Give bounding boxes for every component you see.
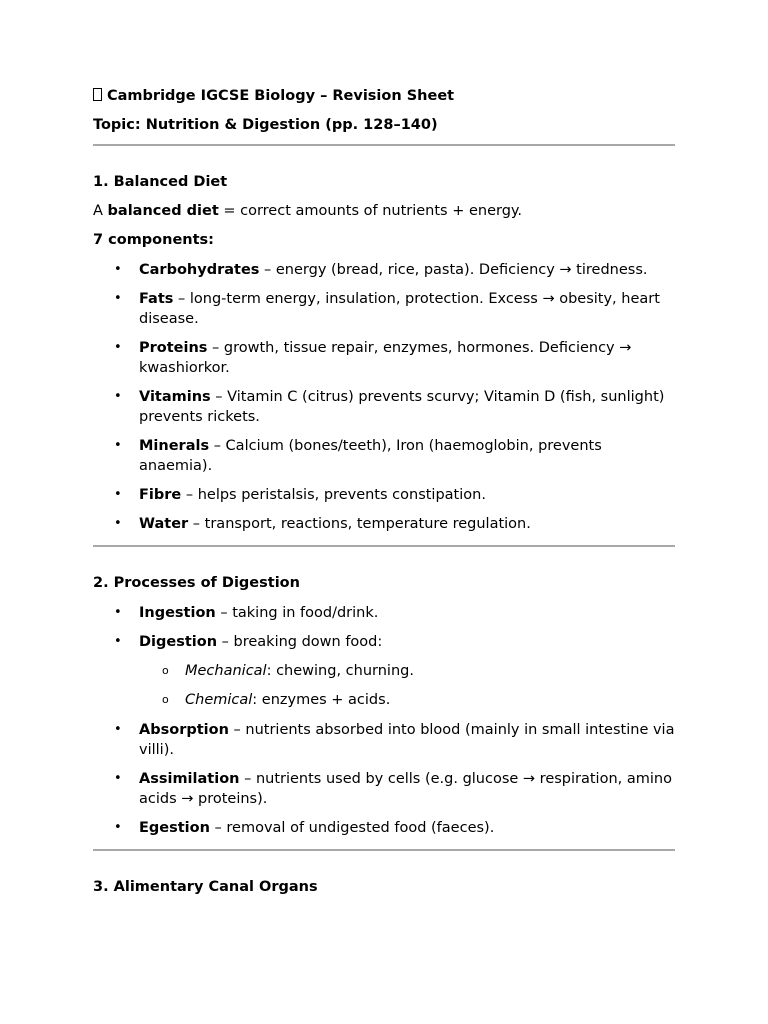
section-heading-alimentary-canal: 3. Alimentary Canal Organs: [93, 879, 318, 895]
list-item: • Carbohydrates – energy (bread, rice, pasta). Deficiency → tiredness.: [114, 262, 648, 278]
bullet-icon: •: [114, 262, 122, 277]
list-item: • Fats – long-term energy, insulation, protection. Excess → obesity, heart disease.: [114, 291, 660, 327]
sub-list-item: o Chemical: enzymes + acids.: [162, 692, 391, 708]
process-list: [93, 603, 675, 838]
bullet-icon: •: [114, 487, 122, 502]
bullet-icon: •: [114, 291, 122, 306]
bullet-icon: •: [114, 634, 122, 649]
list-item: • Fibre – helps peristalsis, prevents constipation.: [114, 487, 486, 503]
list-item: • Proteins – growth, tissue repair, enzymes, hormones. Deficiency → kwashiorkor.: [114, 340, 632, 376]
list-item: • Absorption – nutrients absorbed into blood (mainly in small intestine via villi).: [114, 722, 675, 758]
components-label: 7 components:: [93, 232, 214, 248]
topic-line: Topic: Nutrition & Digestion (pp. 128–140): [93, 117, 438, 133]
bullet-icon: •: [114, 771, 122, 786]
bullet-icon: •: [114, 516, 122, 531]
missing-glyph-icon: [93, 88, 102, 101]
list-item: • Ingestion – taking in food/drink.: [114, 605, 379, 621]
divider: [93, 545, 675, 547]
list-item: • Egestion – removal of undigested food (faeces).: [114, 820, 495, 836]
sub-list-item: o Mechanical: chewing, churning.: [162, 663, 414, 679]
revision-sheet: [93, 86, 675, 897]
balanced-diet-term: balanced diet: [107, 203, 219, 219]
balanced-diet-definition: A balanced diet = correct amounts of nutrients + energy.: [93, 203, 523, 219]
nutrient-list: [93, 260, 675, 534]
bullet-icon: •: [114, 722, 122, 737]
list-item: • Digestion – breaking down food: o Mechanical: chewing, churning. o Chemical: enzymes + acids.: [93, 632, 675, 710]
list-item: • Water – transport, reactions, temperature regulation.: [114, 516, 531, 532]
circle-bullet-icon: o: [162, 664, 169, 677]
circle-bullet-icon: o: [162, 693, 169, 706]
bullet-icon: •: [114, 438, 122, 453]
digestion-type-list: [93, 661, 675, 710]
list-item: • Minerals – Calcium (bones/teeth), Iron (haemoglobin, prevents anaemia).: [114, 438, 602, 474]
list-item: • Assimilation – nutrients used by cells (e.g. glucose → respiration, amino acids → proteins).: [114, 771, 672, 807]
bullet-icon: •: [114, 820, 122, 835]
divider: [93, 144, 675, 146]
bullet-icon: •: [114, 340, 122, 355]
bullet-icon: •: [114, 389, 122, 404]
sheet-title-text: Cambridge IGCSE Biology – Revision Sheet: [107, 88, 455, 104]
sheet-title: [93, 86, 675, 106]
divider: [93, 849, 675, 851]
bullet-icon: •: [114, 605, 122, 620]
list-item: • Vitamins – Vitamin C (citrus) prevents scurvy; Vitamin D (fish, sunlight) prevents rickets.: [114, 389, 665, 425]
section-heading-balanced-diet: 1. Balanced Diet: [93, 174, 228, 190]
section-heading-digestion-processes: 2. Processes of Digestion: [93, 575, 300, 591]
